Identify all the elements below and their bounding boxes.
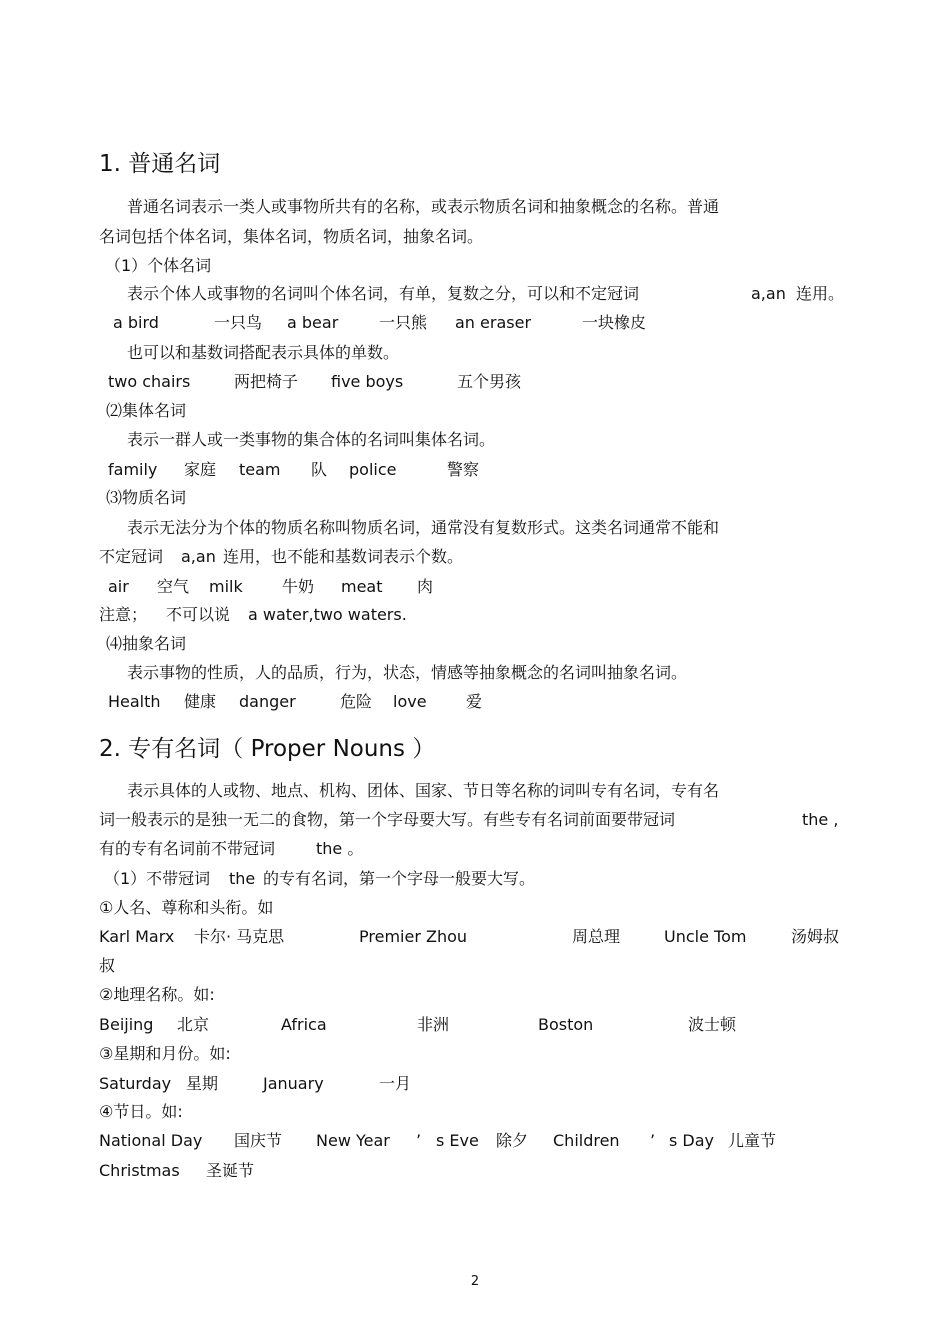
warning-example: a water,two waters.	[248, 605, 407, 624]
example-word: Premier Zhou	[359, 927, 468, 946]
abstract-noun-desc: 表示事物的性质，人的品质，行为，状态，情感等抽象概念的名词叫抽象名词。	[127, 663, 688, 682]
example-meaning: 一只鸟	[214, 313, 263, 332]
example-word: meat	[341, 577, 383, 596]
example-meaning: 空气	[157, 577, 190, 596]
example-word: Health	[108, 692, 161, 711]
individual-desc-text: 表示个体人或事物的名词叫个体名词，有单，复数之分，可以和不定冠词	[127, 284, 640, 303]
collective-noun-desc: 表示一群人或一类事物的集合体的名词叫集体名词。	[127, 430, 496, 449]
intro-text: 有的专有名词前不带冠词	[99, 839, 276, 858]
example-meaning: 国庆节	[234, 1131, 283, 1150]
example-meaning: 汤姆叔	[791, 927, 840, 946]
example-meaning: 牛奶	[282, 577, 315, 596]
material-noun-desc-line1: 表示无法分为个体的物质名称叫物质名词，通常没有复数形式。这类名词通常不能和	[127, 518, 720, 537]
example-word: family	[108, 460, 158, 479]
page-number: 2	[470, 1274, 480, 1289]
section1-intro-line1: 普通名词表示一类人或事物所共有的名称，或表示物质名词和抽象概念的名称。普通	[127, 197, 720, 216]
names-wrap: 叔	[99, 956, 116, 975]
material-desc-part: 不定冠词	[99, 547, 164, 566]
places-title: ②地理名称。如:	[99, 985, 215, 1004]
example-meaning: 爱	[466, 692, 483, 711]
title-article: the	[229, 869, 256, 888]
example-word: milk	[209, 577, 243, 596]
example-meaning: 除夕	[496, 1131, 529, 1150]
example-word: air	[108, 577, 129, 596]
example-meaning: 一月	[379, 1074, 412, 1093]
example-meaning: 星期	[186, 1074, 219, 1093]
apostrophe: ’	[416, 1131, 422, 1150]
material-noun-title: ⑶物质名词	[106, 488, 187, 507]
example-word: five boys	[331, 372, 404, 391]
dates-title: ③星期和月份。如:	[99, 1044, 231, 1063]
individual-note: 也可以和基数词搭配表示具体的单数。	[127, 343, 400, 362]
section2-intro-line1: 表示具体的人或物、地点、机构、团体、国家、节日等名称的词叫专有名词，专有名	[127, 781, 720, 800]
material-desc-article: a,an	[181, 547, 216, 566]
example-word: National Day	[99, 1131, 203, 1150]
example-word: Christmas	[99, 1161, 180, 1180]
example-word: a bear	[287, 313, 339, 332]
example-meaning: 圣诞节	[206, 1161, 255, 1180]
example-word: New Year	[316, 1131, 390, 1150]
example-meaning: 警察	[447, 460, 480, 479]
intro-article: the 。	[316, 839, 364, 858]
example-meaning: 儿童节	[728, 1131, 777, 1150]
example-meaning: 周总理	[572, 927, 621, 946]
example-meaning: 波士顿	[688, 1015, 737, 1034]
example-word: police	[349, 460, 397, 479]
example-word: Boston	[538, 1015, 594, 1034]
section1-intro-line2: 名词包括个体名词，集体名词，物质名词，抽象名词。	[99, 227, 484, 246]
material-desc-part: 连用，也不能和基数词表示个数。	[223, 547, 464, 566]
example-word: love	[393, 692, 427, 711]
example-meaning: 队	[311, 460, 328, 479]
warning-label: 注意；	[99, 605, 148, 624]
example-word: a bird	[113, 313, 159, 332]
example-word: danger	[239, 692, 296, 711]
example-word: two chairs	[108, 372, 191, 391]
example-meaning: 一只熊	[379, 313, 428, 332]
individual-desc-end: 连用。	[796, 284, 845, 303]
example-meaning: 卡尔· 马克思	[194, 927, 285, 946]
example-word: Saturday	[99, 1074, 172, 1093]
individual-desc-article: a,an	[751, 284, 786, 303]
title-part: （1）不带冠词	[104, 869, 211, 888]
example-word: s Eve	[436, 1131, 479, 1150]
festivals-title: ④节日。如:	[99, 1102, 183, 1121]
example-meaning: 肉	[417, 577, 434, 596]
individual-noun-title: （1）个体名词	[105, 256, 212, 275]
example-word: s Day	[669, 1131, 715, 1150]
example-word: Africa	[281, 1015, 327, 1034]
example-word: Uncle Tom	[664, 927, 747, 946]
collective-noun-title: ⑵集体名词	[106, 401, 187, 420]
example-meaning: 一块橡皮	[582, 313, 647, 332]
example-word: an eraser	[455, 313, 532, 332]
section1-heading: 1. 普通名词	[99, 151, 221, 177]
example-word: January	[263, 1074, 324, 1093]
example-word: team	[239, 460, 281, 479]
intro-text: 词一般表示的是独一无二的食物，第一个字母要大写。有些专有名词前面要带冠词	[99, 810, 676, 829]
warning-text: 不可以说	[166, 605, 231, 624]
intro-article: the ,	[802, 810, 839, 829]
section2-heading: 2. 专有名词（ Proper Nouns ）	[99, 736, 436, 762]
example-meaning: 危险	[340, 692, 373, 711]
apostrophe: ’	[650, 1131, 656, 1150]
example-word: Beijing	[99, 1015, 154, 1034]
names-title: ①人名、尊称和头衔。如	[99, 898, 274, 917]
example-meaning: 北京	[177, 1015, 210, 1034]
example-meaning: 家庭	[184, 460, 217, 479]
example-meaning: 五个男孩	[457, 372, 522, 391]
title-part: 的专有名词，第一个字母一般要大写。	[263, 869, 536, 888]
example-meaning: 健康	[184, 692, 217, 711]
example-word: Children	[553, 1131, 620, 1150]
example-meaning: 非洲	[417, 1015, 450, 1034]
example-word: Karl Marx	[99, 927, 175, 946]
abstract-noun-title: ⑷抽象名词	[106, 634, 187, 653]
example-meaning: 两把椅子	[234, 372, 299, 391]
